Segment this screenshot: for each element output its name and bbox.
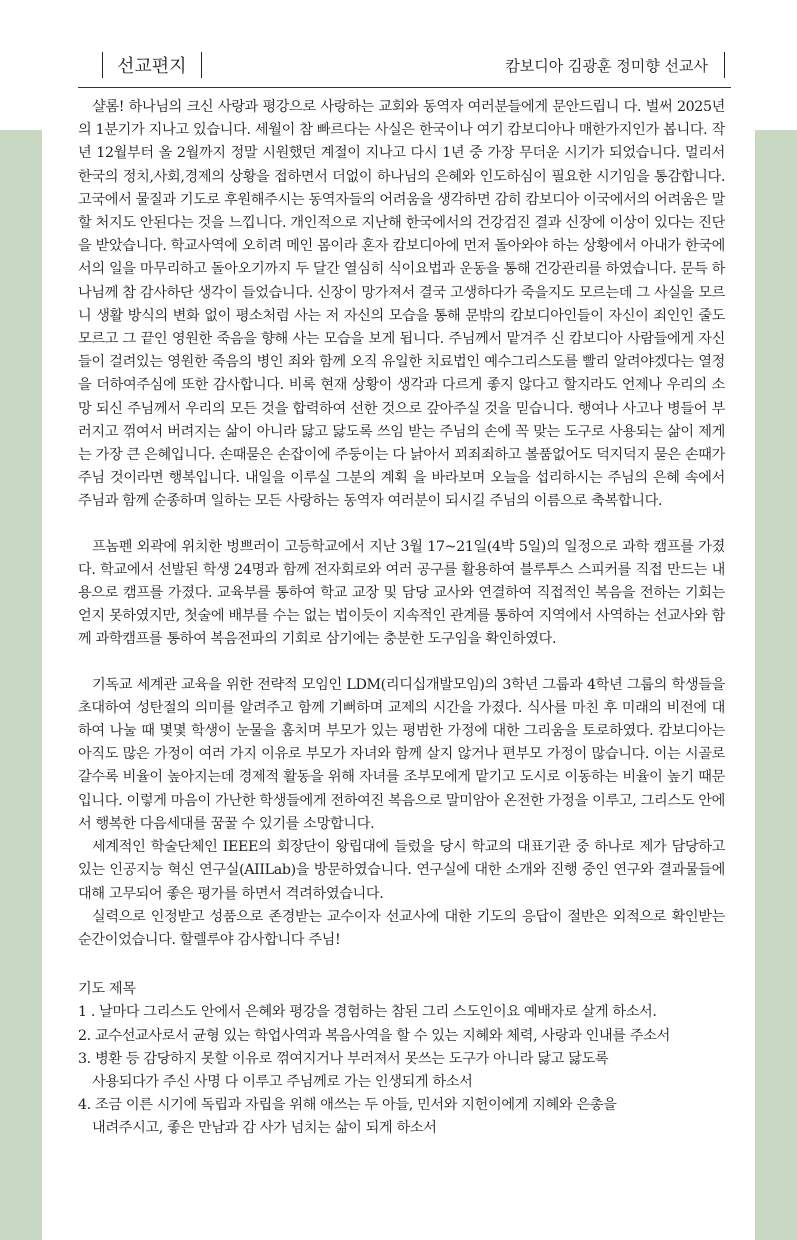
section-label <box>88 52 216 78</box>
prayer-item: 4. 조금 이른 시기에 독립과 자립을 위해 애쓰는 두 아들, 민서와 지헌이에게 지혜와 은총을 내려주시고, 좋은 만남과 감 사가 넘치는 삶이 되게 하소서 <box>78 1097 617 1137</box>
author-name: 캄보디아 김광훈 정미향 선교사 <box>505 56 708 75</box>
section-title: 선교편지 <box>117 56 187 77</box>
letter-page <box>70 0 731 1240</box>
header-rule <box>78 87 731 88</box>
author-label <box>505 52 725 78</box>
letter-body <box>78 96 725 1141</box>
paragraph-ieee: 세계적인 학술단체인 IEEE의 회장단이 왕립대에 들렀을 당시 학교의 대표기관 중 하나로 제가 담당하고 있는 인공지능 혁신 연구실(AIILab)을 방문하였습니다. 연구실에 대한 소개와 진행 중인 연구와 결과물들에 대해 고무되어 좋은 평가를 하면서 격려하였습니다. <box>78 839 725 902</box>
paragraph-greeting: 샬롬! 하나님의 크신 사랑과 평강으로 사랑하는 교회와 동역자 여러분들에게 문안드립니 다. 벌써 2025년의 1분기가 지나고 있습니다. 세월이 참 빠르다는 사실은 한국이나 여기 캄보디아나 매한가지인가 봅니다. 작년 12월부터 올 2월까지 정말 시원했던 계절이 지나고 다시 1년 중 가장 무더운 시기가 되었습니다. 멀리서 한국의 정치,사회,경제의 상황을 접하면서 더없이 하나님의 은혜와 인도하심이 필요한 시기임을 통감합니다. 고국에서 물질과 기도로 후원해주시는 동역자들의 어려움을 생각하면 감히 캄보디아 이국에서의 어려움은 말할 처지도 안된다는 것을 느낍니다. 개인적으로 지난해 한국에서의 건강검진 결과 신장에 이상이 있다는 진단을 받았습니다. 학교사역에 오히려 메인 몸이라 혼자 캄보디아에 먼저 돌아와야 하는 상황에서 아내가 한국에서의 일을 마무리하고 돌아오기까지 두 달간 열심히 식이요법과 운동을 통해 건강관리를 하였습니다. 문득 하나님께 참 감사하단 생각이 들었습니다. 신장이 망가져서 결국 고생하다가 죽을지도 모르는데 그 사실을 모르니 생활 방식의 변화 없이 평소처럼 사는 저 자신의 모습을 통해 문밖의 캄보디아인들이 자신이 죄인인 줄도 모르고 그 끝인 영원한 죽음을 향해 사는 모습을 보게 됩니다. 주님께서 맡겨주 신 캄보디아 사람들에게 자신들이 걸려있는 영원한 죽음의 병인 죄와 함께 오직 유일한 치료법인 예수그리스도를 빨리 알려야겠다는 열정을 더하여주심에 또한 감사합니다. 비록 현재 상황이 생각과 다르게 좋지 않다고 할지라도 언제나 우리의 소망 되신 주님께서 우리의 모든 것을 합력하여 선한 것으로 갚아주실 것을 믿습니다. 행여나 사고나 병들어 부러지고 꺾여서 버려지는 삶이 아니라 닳고 닳도록 쓰임 받는 주님의 손에 꼭 맞는 도구로 사용되는 삶이 제게는 가장 큰 은혜입니다. 손때묻은 손잡이에 주둥이는 다 낡아서 꾀죄죄하고 볼품없어도 덕지덕지 묻은 손때가 주님 것이라면 행복입니다. 내일을 이루실 그분의 계획 을 바라보며 오늘을 섭리하시는 주님의 은혜 속에서 주님과 함께 순종하며 일하는 모든 사랑하는 동역자 여러분이 되시길 주님의 이름으로 축복합니다. <box>78 99 725 510</box>
paragraph-science-camp: 프놈펜 외곽에 위치한 벙쁘러이 고등학교에서 지난 3월 17~21일(4박 5일)의 일정으로 과학 캠프를 가졌다. 학교에서 선발된 학생 24명과 함께 전자회로와 여러 공구를 활용하여 블루투스 스피커를 직접 만드는 내용으로 캠프를 가졌다. 교육부를 통하여 학교 교장 및 담당 교사와 연결하여 직접적인 복음을 전하는 기회는 얻지 못하였지만, 첫술에 배부를 수는 없는 법이듯이 지속적인 관계를 통하여 지역에서 사역하는 선교사와 함께 과학캠프를 통하여 복음전파의 기회로 삼기에는 충분한 도구임을 확인하였다. <box>78 538 725 648</box>
paragraph-thanks: 실력으로 인정받고 성품으로 존경받는 교수이자 선교사에 대한 기도의 응답이 절반은 외적으로 확인받는 순간이었습니다. 할렐루야 감사합니다 주님! <box>78 908 725 948</box>
right-side-band <box>755 130 797 1240</box>
letter-header <box>70 0 731 88</box>
divider-bar <box>724 52 725 78</box>
prayer-item: 2. 교수선교사로서 균형 있는 학업사역과 복음사역을 할 수 있는 지혜와 체력, 사랑과 인내를 주소서 <box>78 1027 670 1044</box>
prayer-item: 3. 병환 등 감당하지 못할 이유로 꺾여지거나 부러져서 못쓰는 도구가 아니라 닳고 닳도록 사용되다가 주신 사명 다 이루고 주님께로 가는 인생되게 하소서 <box>78 1050 609 1090</box>
divider-bar <box>201 52 202 78</box>
divider-bar <box>102 52 103 78</box>
prayer-item: 1 . 날마다 그리스도 안에서 은혜와 평강을 경험하는 참된 그리 스도인이요 예배자로 살게 하소서. <box>78 1004 657 1021</box>
paragraph-ldm: 기독교 세계관 교육을 위한 전략적 모임인 LDM(리디십개발모임)의 3학년 그룹과 4학년 그룹의 학생들을 초대하여 성탄절의 의미를 알려주고 함께 기뻐하며 교제의 시간을 가졌다. 식사를 마친 후 미래의 비전에 대하여 나눌 때 몇몇 학생이 눈물을 훔치며 부모가 있는 평범한 가정에 대한 그리움을 토로하였다. 캄보디아는 아직도 많은 가정이 여러 가지 이유로 부모가 자녀와 함께 살지 않거나 편부모 가정이 많습니다. 이는 시골로 갈수록 비율이 높아지는데 경제적 활동을 위해 자녀를 조부모에게 맡기고 도시로 이동하는 비율이 높기 때문입니다. 이렇게 마음이 가난한 학생들에게 전하여진 복음으로 말미암아 온전한 가정을 이루고, 그리스도 안에서 행복한 다음세대를 꿈꿀 수 있기를 소망합니다. <box>78 676 725 832</box>
prayer-list <box>78 1001 725 1140</box>
prayer-title: 기도 제목 <box>78 981 136 998</box>
left-side-band <box>0 130 42 1240</box>
